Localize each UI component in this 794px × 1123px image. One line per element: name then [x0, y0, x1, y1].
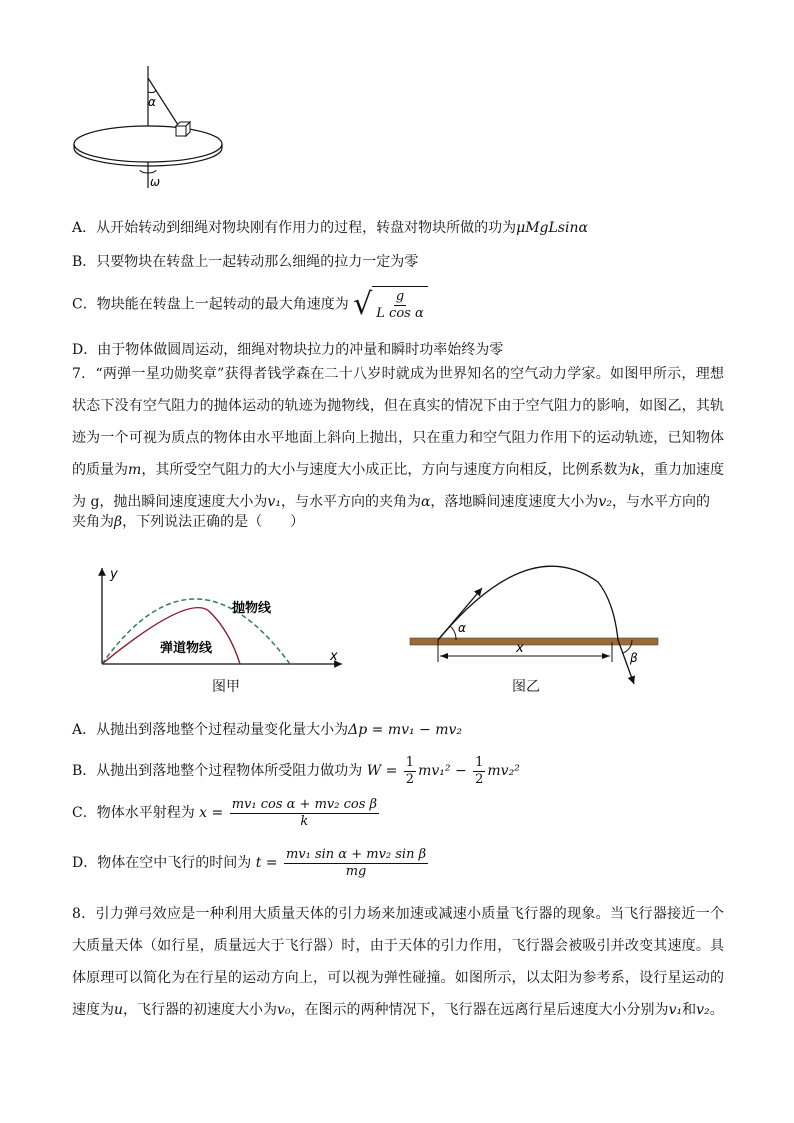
figure-yi-caption: 图乙: [512, 679, 540, 695]
q8-stem: 8．引力弹弓效应是一种利用大质量天体的引力场来加速或减速小质量飞行器的现象。当飞行器接近一个大质量天体（如行星，质量远大于飞行器）时，由于天体的引力作用，飞行器会被吸引并改变其速度。具体原理可以简化为在行星的运动方向上，可以视为弹性碰撞。如图所示，以太阳为参考系，设行星运动的速度为u，飞行器的初速度大小为v₀，在图示的两种情况下，飞行器在远离行星后速度大小分别为v₁和v₂。: [72, 906, 724, 1018]
q6-option-d: D．由于物体做圆周运动，细绳对物块拉力的冲量和瞬时功率始终为零: [72, 342, 504, 358]
figure-yi: [408, 562, 664, 692]
omega-label: ω: [150, 175, 161, 189]
alpha-arc: [148, 90, 156, 93]
alpha-label: α: [148, 95, 156, 109]
q7-option-a: A．从抛出到落地整个过程动量变化量大小为Δp = mv₁ − mv₂: [72, 722, 463, 738]
beta-label: β: [630, 651, 638, 665]
parabola-label: 抛物线: [232, 601, 272, 616]
q6-option-b: B．只要物块在转盘上一起转动那么细绳的拉力一定为零: [72, 254, 419, 270]
turntable-top: [74, 126, 222, 162]
q6-option-a: A．从开始转动到细绳对物块刚有作用力的过程，转盘对物块所做的功为μMgLsinα: [72, 220, 588, 236]
turntable-figure: [70, 64, 230, 194]
q7-option-d: D．物体在空中飞行的时间为 t = $\frac{\text{mv₁ sin α + mv₂ sin β}}{mg}$: [72, 846, 427, 879]
range-arrow-right-head: [602, 653, 610, 659]
figure-jia: [94, 562, 354, 692]
ballistic-label: 弹道物线: [160, 641, 213, 656]
block: [176, 122, 190, 136]
q7-option-c: C．物体水平射程为 x = $\frac{\text{mv₁ cos α + mv₂ cos β}}{k}$: [72, 796, 378, 829]
x-axis-label: x: [330, 649, 338, 664]
q7-stem-end: 夹角为β，下列说法正确的是（ ）: [72, 514, 305, 530]
y-axis-label: y: [110, 567, 118, 582]
alpha-label: α: [458, 621, 466, 635]
range-arrow-left-head: [440, 653, 448, 659]
q6-option-c: C．物块能在转盘上一起转动的最大角速度为 √ $\frac{g}{\text{L cos α}}$: [72, 286, 428, 323]
ground: [410, 638, 658, 645]
q7-option-b: B．从抛出到落地整个过程物体所受阻力做功为 W = $\frac{1}{2}$ mv₁² − $\frac{1}{2}$ mv₂²: [72, 754, 520, 787]
figure-jia-caption: 图甲: [212, 679, 240, 695]
range-label: x: [516, 641, 524, 656]
q7-stem: 7．“两弹一星功勋奖章”获得者钱学森在二十八岁时就成为世界知名的空气动力学家。如图甲所示，理想状态下没有空气阻力的抛体运动的轨迹为抛物线，但在真实的情况下由于空气阻力的影响，如图乙，其轨迹为一个可视为质点的物体由水平地面上斜向上抛出，只在重力和空气阻力作用下的运动轨迹，已知物体的质量为m，其所受空气阻力的大小与速度大小成正比，方向与速度方向相反，比例系数为k，重力加速度为 g，抛出瞬间速度速度大小为v₁，与水平方向的夹角为α，落地瞬间速度速度大小为v₂，与水平方向的: [72, 366, 725, 510]
